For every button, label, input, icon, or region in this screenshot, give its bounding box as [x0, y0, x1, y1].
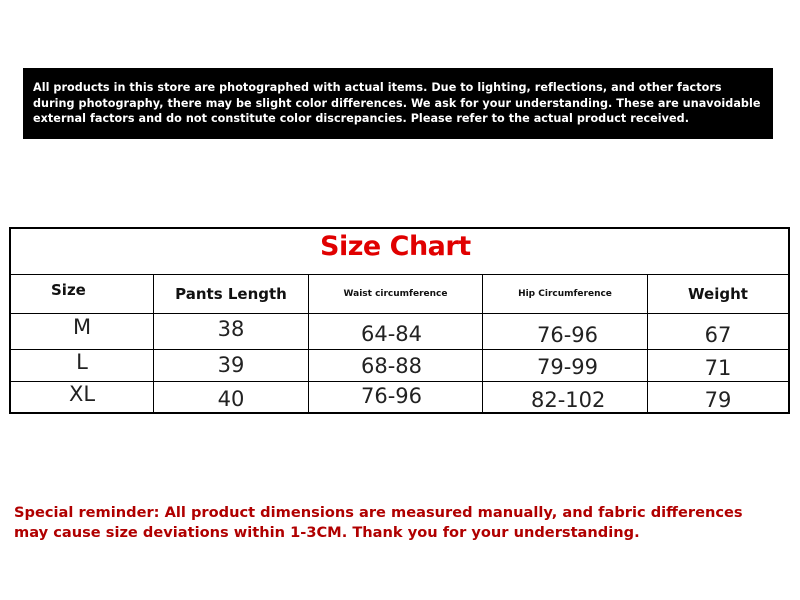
header-hip-circumference: Hip Circumference	[483, 274, 648, 313]
size-chart-title: Size Chart	[320, 231, 471, 262]
cell-weight: 71	[704, 356, 732, 380]
photo-color-notice	[23, 68, 773, 139]
table-header-row	[11, 274, 788, 314]
notice-line: All products in this store are photographed with actual items. Due to lighting, reflections, and other factors	[33, 81, 722, 94]
cell-waist: 76-96	[309, 382, 483, 412]
cell-size: XL	[11, 382, 154, 412]
cell-pants-length: 40	[154, 382, 309, 412]
reminder-line: Special reminder: All product dimensions are measured manually, and fabric differences	[14, 504, 743, 521]
notice-line: external factors and do not constitute color discrepancies. Please refer to the actual product received.	[33, 112, 690, 125]
reminder-line: may cause size deviations within 1-3CM. Thank you for your understanding.	[14, 524, 640, 541]
cell-pants-length: 39	[154, 350, 309, 381]
cell-size: M	[11, 314, 154, 349]
header-weight: Weight	[688, 284, 748, 303]
cell-size: L	[11, 350, 154, 381]
special-reminder	[14, 503, 774, 543]
cell-pants-length: 38	[154, 314, 309, 349]
table-row	[11, 350, 788, 382]
table-row	[11, 382, 788, 412]
table-row	[11, 314, 788, 350]
size-chart-table	[9, 227, 790, 414]
header-waist-circumference: Waist circumference	[309, 274, 483, 313]
header-size: Size	[11, 274, 154, 313]
cell-waist: 64-84	[309, 314, 483, 349]
cell-hip: 76-96	[483, 314, 648, 349]
cell-hip: 82-102	[483, 382, 648, 412]
size-chart-title-row	[11, 229, 788, 275]
cell-waist: 68-88	[309, 350, 483, 381]
notice-line: during photography, there may be slight color differences. We ask for your understanding. These are unavoidable	[33, 96, 761, 110]
cell-hip: 79-99	[483, 350, 648, 381]
header-pants-length: Pants Length	[154, 274, 309, 313]
cell-weight: 67	[704, 322, 732, 347]
cell-weight: 79	[704, 388, 732, 412]
